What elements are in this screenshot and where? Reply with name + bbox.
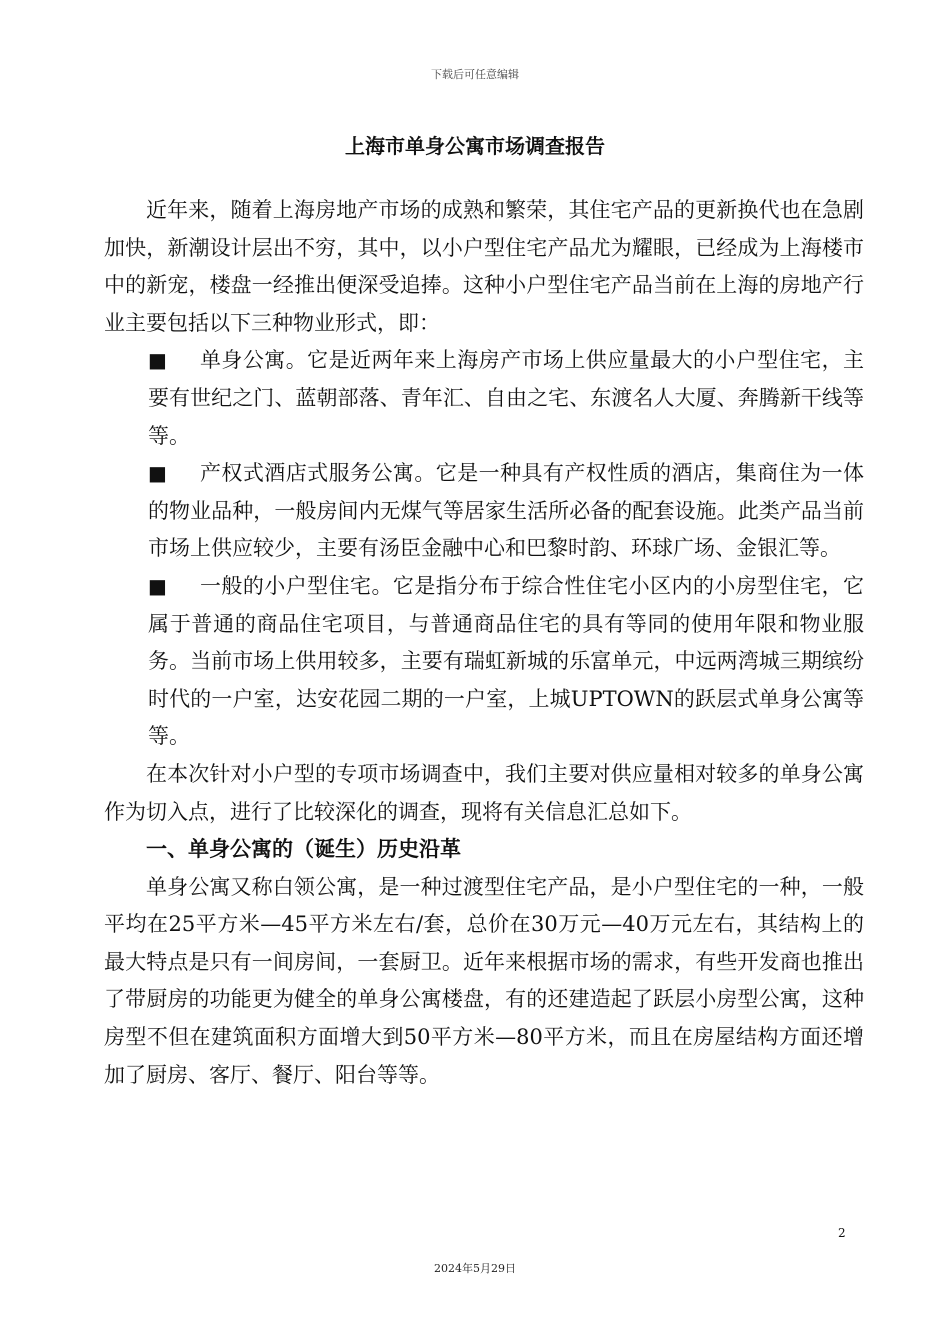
square-bullet-icon: ■	[148, 348, 167, 373]
page-number: 2	[838, 1226, 846, 1240]
list-item-text: 一般的小户型住宅。它是指分布于综合性住宅小区内的小房型住宅，它属于普通的商品住宅项目，与普通商品住宅的具有等同的使用年限和物业服务。当前市场上供用较多，主要有瑞虹新城的乐富单元，中远两湾城三期缤纷时代的一户室，达安花园二期的一户室，上城UPTOWN的跃层式单身公寓等等。	[148, 573, 864, 749]
list-item-text: 产权式酒店式服务公寓。它是一种具有产权性质的酒店，集商住为一体的物业品种，一般房间内无煤气等居家生活所必备的配套设施。此类产品当前市场上供应较少，主要有汤臣金融中心和巴黎时韵、环球广场、金银汇等。	[148, 461, 864, 561]
list-item	[104, 455, 864, 568]
square-bullet-icon: ■	[148, 573, 167, 598]
section-heading: 一、单身公寓的（诞生）历史沿革	[146, 837, 461, 862]
document-title: 上海市单身公寓市场调查报告	[345, 134, 605, 158]
intro-paragraph: 近年来，随着上海房地产市场的成熟和繁荣，其住宅产品的更新换代也在急剧加快，新潮设计层出不穷，其中，以小户型住宅产品尤为耀眼，已经成为上海楼市中的新宠，楼盘一经推出便深受追捧。这种小户型住宅产品当前在上海的房地产行业主要包括以下三种物业形式，即：	[104, 198, 864, 335]
page-header: 下载后可任意编辑	[431, 68, 519, 81]
page-footer-date: 2024年5月29日	[434, 1262, 516, 1275]
summary-paragraph: 在本次针对小户型的专项市场调查中，我们主要对供应量相对较多的单身公寓作为切入点，进行了比较深化的调查，现将有关信息汇总如下。	[104, 761, 864, 824]
list-item	[104, 568, 864, 756]
section-body: 单身公寓又称白领公寓，是一种过渡型住宅产品，是小户型住宅的一种，一般平均在25平方米—45平方米左右/套，总价在30万元—40万元左右，其结构上的最大特点是只有一间房间，一套厨卫。近年来根据市场的需求，有些开发商也推出了带厨房的功能更为健全的单身公寓楼盘，有的还建造起了跃层小房型公寓，这种房型不但在建筑面积方面增大到50平方米—80平方米，而且在房屋结构方面还增加了厨房、客厅、餐厅、阳台等等。	[104, 874, 864, 1087]
list-item	[104, 342, 864, 455]
document-body	[104, 192, 864, 1094]
square-bullet-icon: ■	[148, 461, 167, 486]
list-item-text: 单身公寓。它是近两年来上海房产市场上供应量最大的小户型住宅，主要有世纪之门、蓝朝部落、青年汇、自由之宅、东渡名人大厦、奔腾新干线等等。	[148, 348, 864, 448]
